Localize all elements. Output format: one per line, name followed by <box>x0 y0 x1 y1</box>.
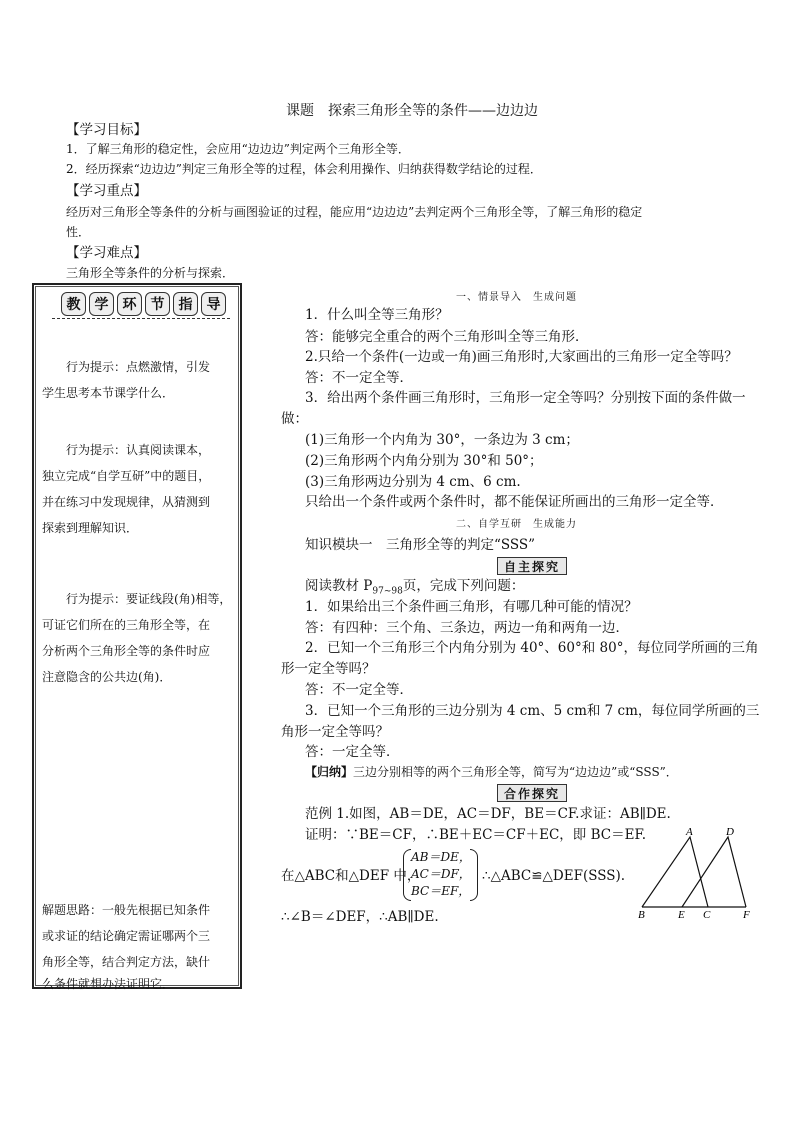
self-study-banner: 自主探究 <box>497 557 567 575</box>
guide-tip-line: 么条件就想办法证明它． <box>42 977 175 991</box>
proof-line: 在△ABC和△DEF 中， <box>281 868 421 884</box>
label-e: E <box>678 909 685 920</box>
guide-tip-line: 行为提示：要证线段(角)相等， <box>66 592 232 606</box>
difficulty-heading: 【学习难点】 <box>66 245 147 261</box>
guide-divider <box>52 318 230 319</box>
triangle-figure <box>630 825 760 920</box>
question-text: 3．给出两个条件画三角形时，三角形一定全等吗？分别按下面的条件做一 <box>305 390 746 406</box>
induction-text: 【归纳】三边分别相等的两个三角形全等，简写为“边边边”或“SSS”． <box>305 765 678 779</box>
guide-tip-line: 行为提示：认真阅读课本， <box>66 443 211 457</box>
condition-item: (2)三角形两个内角分别为 30°和 50°； <box>305 453 543 469</box>
key-points-text: 经历对三角形全等条件的分析与画图验证的过程，能应用“边边边”去判定两个三角形全等，了解三角形的稳定 <box>66 205 643 219</box>
answer-text: 答：能够完全重合的两个三角形叫全等三角形． <box>305 329 589 345</box>
guide-tip-line: 学生思考本节课学什么． <box>42 386 175 400</box>
label-d: D <box>726 826 734 838</box>
left-brace <box>403 849 411 901</box>
summary-text: 只给出一个条件或两个条件时，都不能保证所画出的三角形一定全等． <box>305 494 724 510</box>
section-heading: 一、情景导入 生成问题 <box>456 292 577 303</box>
guide-title-char: 环 <box>117 292 142 316</box>
equation-line: BC＝EF， <box>411 884 471 898</box>
condition-item: (1)三角形一个内角为 30°，一条边为 3 cm； <box>305 432 579 448</box>
label-a: A <box>686 826 693 838</box>
guide-tip-line: 并在练习中发现规律，从猜测到 <box>42 495 211 509</box>
equation-line: AC＝DF， <box>411 867 471 881</box>
question-text: 1．如果给出三个条件画三角形，有哪几种可能的情况？ <box>305 599 638 615</box>
label-b: B <box>638 909 645 920</box>
guide-tip-line: 分析两个三角形全等的条件时应 <box>42 644 211 658</box>
question-text: 2.只给一个条件(一边或一角)画三角形时,大家画出的三角形一定全等吗？ <box>305 349 738 365</box>
page-title: 课题 探索三角形全等的条件——边边边 <box>286 103 538 119</box>
triangle-def <box>682 837 746 907</box>
condition-item: (3)三角形两边分别为 4 cm、6 cm. <box>305 474 521 490</box>
proof-line: ∴∠B＝∠DEF，∴AB∥DE. <box>281 909 439 925</box>
answer-text: 答：有四种：三个角、三条边，两边一角和两角一边． <box>305 620 629 636</box>
guide-title-char: 导 <box>201 292 226 316</box>
right-brace <box>470 849 478 901</box>
objective-item: 1．了解三角形的稳定性，会应用“边边边”判定两个三角形全等． <box>66 142 410 156</box>
question-text: 1．什么叫全等三角形？ <box>305 307 449 323</box>
guide-tip-line: 探索到理解知识． <box>42 521 139 535</box>
guide-title-char: 指 <box>173 292 198 316</box>
guide-tip-line: 行为提示：点燃激情，引发 <box>66 360 211 374</box>
guide-tip-line: 解题思路：一般先根据已知条件 <box>42 903 211 917</box>
guide-title-char: 学 <box>89 292 114 316</box>
label-c: C <box>703 909 711 920</box>
objective-item: 2．经历探索“边边边”判定三角形全等的过程，体会利用操作、归纳获得数学结论的过程． <box>66 162 542 176</box>
question-text-cont: 角形一定全等吗？ <box>281 724 389 740</box>
proof-conclusion: ∴△ABC≌△DEF(SSS). <box>482 868 626 884</box>
section-heading: 二、自学互研 生成能力 <box>456 519 577 530</box>
question-text: 3．已知一个三角形的三边分别为 4 cm、5 cm和 7 cm，每位同学所画的三 <box>305 703 760 719</box>
guide-title-char: 节 <box>145 292 170 316</box>
cooperative-study-banner: 合作探究 <box>497 784 567 802</box>
proof-line: 证明：∵BE＝CF，∴BE＋EC＝CF＋EC，即 BC＝EF. <box>305 827 647 843</box>
guide-tip-line: 或求证的结论确定需证哪两个三 <box>42 929 211 943</box>
objectives-heading: 【学习目标】 <box>66 122 147 138</box>
question-text-cont: 做： <box>281 411 308 427</box>
question-text: 2．已知一个三角形三个内角分别为 40°、60°和 80°，每位同学所画的三角 <box>305 640 759 656</box>
guide-tip-line: 注意隐含的公共边(角)． <box>42 670 172 684</box>
question-text-cont: 形一定全等吗？ <box>281 661 376 677</box>
answer-text: 答：不一定全等． <box>305 682 413 698</box>
guide-title-char: 教 <box>61 292 86 316</box>
difficulty-text: 三角形全等条件的分析与探索． <box>66 266 235 280</box>
guide-tip-line: 可证它们所在的三角形全等，在 <box>42 618 211 632</box>
equation-line: AB＝DE， <box>411 850 471 864</box>
module-title: 知识模块一 三角形全等的判定“SSS” <box>305 537 536 553</box>
guide-tip-line: 独立完成“自学互研”中的题目， <box>42 469 211 483</box>
triangle-abc <box>642 837 708 907</box>
guide-tip-line: 角形全等，结合判定方法，缺什 <box>42 955 211 969</box>
key-points-heading: 【学习重点】 <box>66 183 147 199</box>
example-text: 范例 1.如图，AB＝DE，AC＝DF，BE＝CF.求证：AB∥DE. <box>305 806 671 822</box>
answer-text: 答：一定全等． <box>305 744 400 760</box>
reading-instruction: 阅读教材 $P_{97\sim 98}$页，完成下列问题： <box>305 578 525 597</box>
answer-text: 答：不一定全等． <box>305 370 413 386</box>
label-f: F <box>743 909 750 920</box>
key-points-text-cont: 性． <box>66 225 91 239</box>
